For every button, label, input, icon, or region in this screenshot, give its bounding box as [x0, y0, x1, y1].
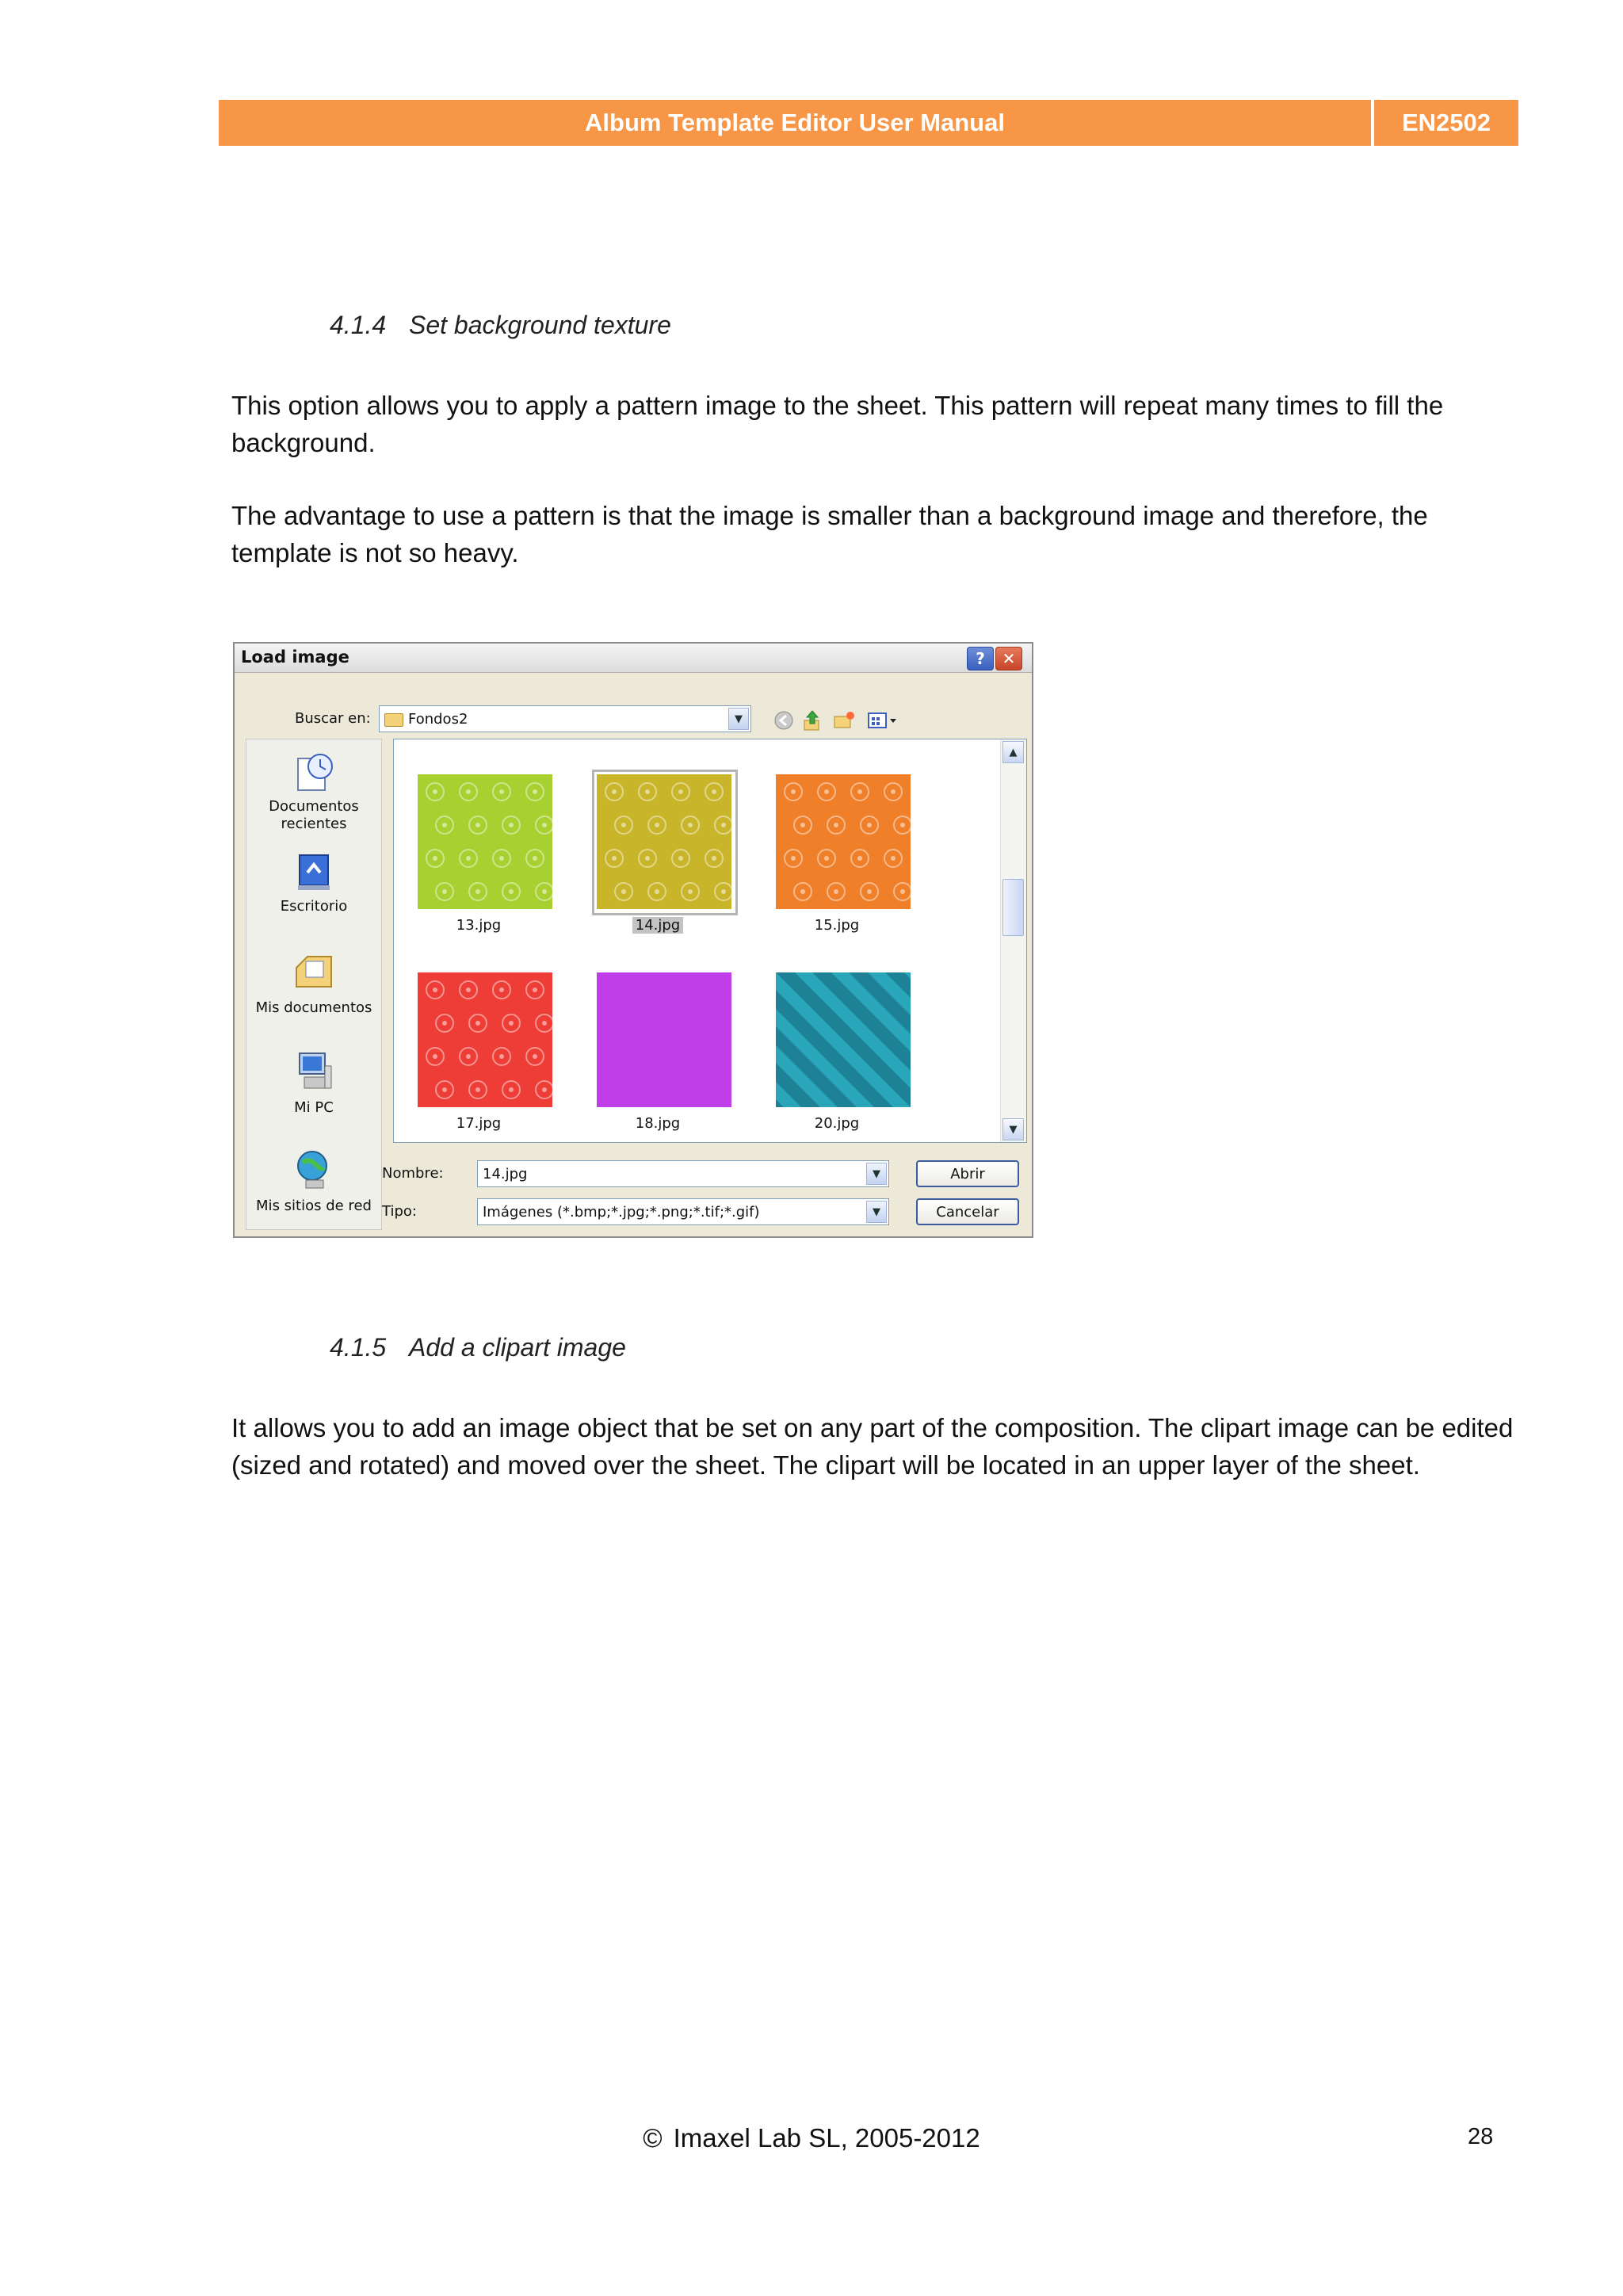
- file-thumbnail[interactable]: [776, 774, 911, 909]
- my-documents-icon: [292, 949, 336, 995]
- desktop-icon: [292, 850, 336, 893]
- section-number: 4.1.4: [330, 311, 387, 339]
- section-heading-4-1-5: [330, 1333, 626, 1362]
- copyright-text: Imaxel Lab SL, 2005-2012: [673, 2123, 980, 2153]
- places-bar: [246, 739, 382, 1230]
- scroll-up-button[interactable]: ▲: [1002, 741, 1024, 763]
- place-label: Escritorio: [280, 898, 348, 915]
- paragraph: The advantage to use a pattern is that the image is smaller than a background image and therefore, the template is not so heavy.: [231, 501, 1428, 567]
- selection-frame: [592, 770, 738, 915]
- place-label: Mis documentos: [255, 999, 372, 1016]
- vertical-scrollbar[interactable]: [1000, 739, 1026, 1142]
- place-label: Documentos recientes: [269, 798, 359, 832]
- file-item-label[interactable]: [590, 917, 725, 934]
- lookin-label: Buscar en:: [295, 710, 371, 727]
- place-desktop[interactable]: [246, 850, 381, 915]
- help-button[interactable]: ?: [967, 647, 994, 670]
- file-thumbnail[interactable]: [597, 972, 731, 1107]
- lookin-value: Fondos2: [408, 710, 468, 728]
- lookin-dropdown[interactable]: [379, 705, 751, 732]
- file-item-label[interactable]: 15.jpg: [814, 917, 860, 934]
- chevron-down-icon[interactable]: ▼: [728, 708, 749, 730]
- place-recent-documents[interactable]: [246, 751, 381, 833]
- footer-copyright: [0, 2123, 1623, 2153]
- up-folder-icon[interactable]: [800, 709, 824, 732]
- new-folder-icon[interactable]: [832, 709, 856, 732]
- place-label: Mis sitios de red: [256, 1198, 372, 1214]
- document-title: Album Template Editor User Manual: [219, 100, 1371, 146]
- place-my-computer[interactable]: [246, 1049, 381, 1117]
- paragraph: This option allows you to apply a pattern image to the sheet. This pattern will repeat many times to fill the background.: [231, 391, 1444, 457]
- place-network[interactable]: [246, 1147, 381, 1215]
- page-number: 28: [1468, 2124, 1494, 2149]
- page-header: [219, 100, 1518, 146]
- cancel-button[interactable]: Cancelar: [916, 1198, 1019, 1225]
- load-image-dialog: [233, 642, 1033, 1238]
- chevron-down-icon[interactable]: ▼: [866, 1201, 887, 1223]
- copyright-symbol: ©: [643, 2123, 663, 2153]
- section-title: Add a clipart image: [409, 1333, 626, 1362]
- selected-file-label: 14.jpg: [632, 917, 683, 934]
- file-thumbnail[interactable]: [418, 972, 553, 1107]
- file-thumbnail[interactable]: [418, 774, 553, 909]
- file-item-label[interactable]: 17.jpg: [456, 1115, 502, 1132]
- filename-field[interactable]: [477, 1160, 889, 1187]
- scroll-thumb[interactable]: [1002, 879, 1024, 936]
- network-places-icon: [292, 1147, 336, 1193]
- place-my-documents[interactable]: [246, 949, 381, 1017]
- place-label: Mi PC: [294, 1099, 334, 1116]
- filetype-value: Imágenes (*.bmp;*.jpg;*.png;*.tif;*.gif): [483, 1203, 760, 1221]
- section-number: 4.1.5: [330, 1333, 387, 1362]
- file-item-label[interactable]: 20.jpg: [814, 1115, 860, 1132]
- chevron-down-icon[interactable]: ▼: [866, 1163, 887, 1185]
- view-menu-icon[interactable]: [865, 709, 900, 732]
- folder-icon: [384, 713, 403, 727]
- close-button[interactable]: ✕: [995, 647, 1022, 670]
- document-code: EN2502: [1374, 100, 1518, 146]
- file-list[interactable]: [393, 739, 1027, 1143]
- my-computer-icon: [292, 1049, 336, 1095]
- file-item-label[interactable]: 13.jpg: [456, 917, 502, 934]
- dialog-titlebar: [235, 644, 1032, 673]
- dialog-title: Load image: [241, 648, 349, 667]
- filename-value: 14.jpg: [483, 1165, 528, 1182]
- section-heading-4-1-4: [330, 311, 671, 340]
- section-title: Set background texture: [409, 311, 671, 339]
- recent-documents-icon: [292, 751, 336, 793]
- back-icon[interactable]: [772, 709, 796, 732]
- scroll-down-button[interactable]: ▼: [1002, 1118, 1024, 1140]
- filename-label: Nombre:: [382, 1165, 444, 1182]
- paragraph: It allows you to add an image object that be set on any part of the composition. The clipart image can be edited (sized and rotated) and moved over the sheet. The clipart will be located in an upper layer of the sheet.: [231, 1413, 1514, 1480]
- filetype-dropdown[interactable]: [477, 1198, 889, 1225]
- open-button[interactable]: Abrir: [916, 1160, 1019, 1187]
- filetype-label: Tipo:: [382, 1203, 417, 1220]
- file-item-label[interactable]: 18.jpg: [635, 1115, 681, 1132]
